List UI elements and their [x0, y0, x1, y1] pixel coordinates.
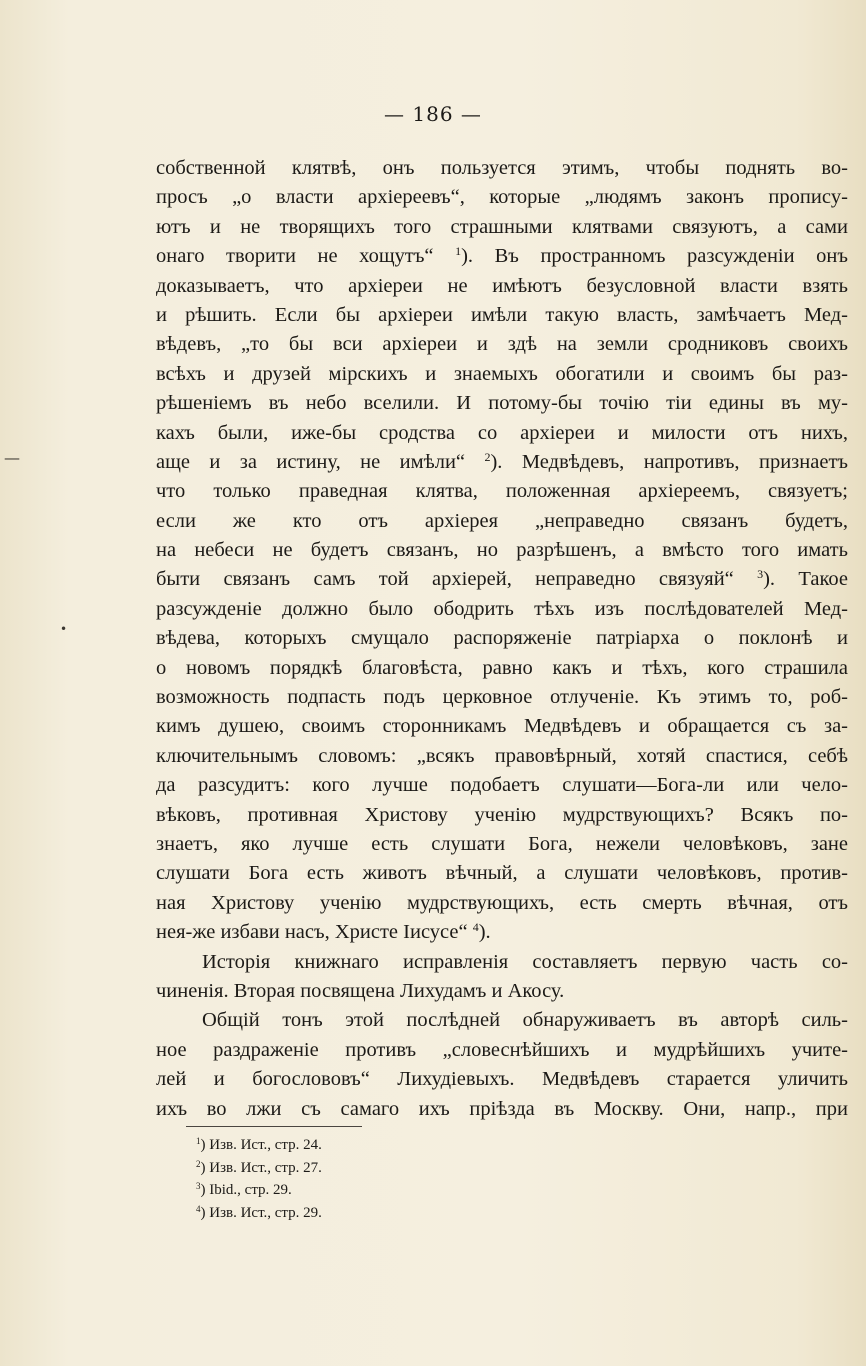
text-segment: доказываетъ, что архіереи не имѣютъ безусловной власти взять — [156, 274, 848, 297]
text-segment: ). Такое — [763, 568, 848, 591]
text-line — [156, 654, 848, 683]
text-segment: ). — [478, 921, 491, 944]
text-segment: Исторія книжнаго исправленія составляетъ первую часть со- — [202, 950, 848, 973]
text-segment: ная Христову ученію мудрствующихъ, есть смерть вѣчная, отъ — [156, 891, 848, 914]
text-segment: лей и богослововъ“ Лихудіевыхъ. Медвѣдевъ старается уличить — [156, 1068, 848, 1091]
text-line — [156, 330, 848, 359]
margin-dot: • — [60, 622, 68, 636]
text-line — [156, 213, 848, 242]
text-segment: вѣковъ, противная Христову ученію мудрствующихъ? Всякъ по- — [156, 803, 848, 826]
text-line — [156, 360, 848, 389]
footnote-number: 1 — [196, 1136, 201, 1146]
footnote — [196, 1179, 496, 1202]
body-text — [156, 154, 848, 1124]
text-segment: ихъ во лжи съ самаго ихъ пріѣзда въ Москву. Они, напр., при — [156, 1097, 848, 1120]
text-segment: что только праведная клятва, положенная архіереемъ, связуетъ; — [156, 480, 848, 503]
text-segment: разсужденіе должно было ободрить тѣхъ изъ послѣдователей Мед- — [156, 597, 848, 620]
text-line — [156, 419, 848, 448]
text-segment: на небеси не будетъ связанъ, но разрѣшенъ, а вмѣсто того имать — [156, 539, 848, 562]
footnote-number: 2 — [196, 1158, 201, 1169]
text-line — [156, 1065, 848, 1094]
text-line — [156, 565, 848, 594]
text-segment: ключительнымъ словомъ: „всякъ правовѣрный, хотяй спастися, себѣ — [156, 744, 848, 767]
text-line — [156, 477, 848, 506]
footnote — [196, 1134, 496, 1157]
text-line — [156, 859, 848, 888]
text-line — [156, 624, 848, 653]
text-segment: о новомъ порядкѣ благовѣста, равно какъ и тѣхъ, кого страшила — [156, 656, 848, 679]
text-line — [156, 889, 848, 918]
text-line — [156, 183, 848, 212]
text-segment: ютъ и не творящихъ того страшными клятвами связуютъ, а сами — [156, 215, 848, 238]
text-segment: нея-же избави насъ, Христе Іисусе“ — [156, 921, 473, 944]
footnote-ref: 4 — [472, 920, 479, 935]
text-segment: ). Медвѣдевъ, напротивъ, признаетъ — [490, 450, 848, 473]
text-segment: знаетъ, яко лучше есть слушати Бога, нежели человѣковъ, зане — [156, 832, 848, 855]
text-line — [156, 389, 848, 418]
text-segment: кимъ душею, своимъ сторонникамъ Медвѣдевъ и обращается съ за- — [156, 715, 848, 738]
text-segment: всѣхъ и друзей мірскихъ и знаемыхъ обогатили и своимъ бы раз- — [156, 362, 848, 385]
footnote-text: ) Изв. Ист., стр. 29. — [200, 1204, 322, 1221]
text-segment: вѣдевъ, „то бы вси архіереи и здѣ на земли сродниковъ своихъ — [156, 333, 848, 356]
text-segment: Общій тонъ этой послѣдней обнаруживаетъ въ авторѣ силь- — [202, 1009, 848, 1032]
text-segment: онаго творити не хощутъ“ — [156, 245, 456, 268]
text-line — [156, 301, 848, 330]
text-line — [156, 977, 848, 1006]
text-line — [156, 448, 848, 477]
text-segment: слушати Бога есть животъ вѣчный, а слушати человѣковъ, против- — [156, 862, 848, 885]
text-line — [156, 1095, 848, 1124]
text-segment: аще и за истину, не имѣли“ — [156, 450, 485, 473]
text-line — [156, 536, 848, 565]
footnote-text: ) Ibid., стр. 29. — [200, 1182, 292, 1198]
text-line — [156, 595, 848, 624]
footnote-ref: 1 — [455, 244, 462, 259]
text-segment: кахъ были, иже-бы сродства со архіереи и милости отъ нихъ, — [156, 421, 848, 444]
text-segment: возможность подпасть подъ церковное отлученіе. Къ этимъ то, роб- — [156, 686, 848, 709]
text-segment: чиненія. Вторая посвящена Лихудамъ и Акосу. — [156, 979, 565, 1002]
footnotes — [196, 1134, 496, 1224]
footnote-number: 3 — [196, 1181, 201, 1191]
text-line — [156, 771, 848, 800]
footnote-rule — [186, 1126, 362, 1127]
text-line — [156, 742, 848, 771]
page-number: — 186 — — [384, 102, 482, 126]
text-line — [156, 507, 848, 536]
footnote-ref: 2 — [484, 449, 491, 464]
text-segment: да разсудитъ: кого лучше подобаетъ слушати—Бога-ли или чело- — [156, 774, 848, 797]
footnote-ref: 3 — [757, 567, 764, 582]
text-line — [156, 1006, 848, 1035]
text-segment: просъ „о власти архіереевъ“, которые „людямъ законъ прописy- — [156, 186, 848, 209]
text-line — [156, 948, 848, 977]
text-line — [156, 830, 848, 859]
margin-mark: — — [4, 448, 20, 467]
text-line — [156, 918, 848, 947]
text-segment: вѣдева, которыхъ смущало распоряженіе патріарха о поклонѣ и — [156, 627, 848, 650]
footnote-text: ) Изв. Ист., стр. 24. — [200, 1137, 322, 1153]
footnote-number: 4 — [196, 1203, 201, 1214]
text-segment: если же кто отъ архіерея „неправедно связанъ будетъ, — [156, 509, 848, 532]
text-line — [156, 683, 848, 712]
footnote — [196, 1157, 496, 1180]
text-line — [156, 272, 848, 301]
text-segment: ное раздраженіе противъ „словеснѣйшихъ и мудрѣйшихъ учите- — [156, 1038, 848, 1061]
text-segment: рѣшеніемъ въ небо вселили. И потому-бы точію тіи едины въ му- — [156, 392, 848, 415]
text-line — [156, 801, 848, 830]
text-segment: ). Въ пространномъ разсужденіи онъ — [461, 245, 848, 268]
text-segment: собственной клятвѣ, онъ пользуется этимъ, чтобы поднять во- — [156, 157, 848, 179]
text-line — [156, 242, 848, 271]
text-line — [156, 154, 848, 183]
footnote-text: ) Изв. Ист., стр. 27. — [200, 1159, 322, 1176]
text-line — [156, 1036, 848, 1065]
text-segment: быти связанъ самъ той архіерей, неправедно связуяй“ — [156, 568, 758, 591]
text-segment: и рѣшить. Если бы архіереи имѣли такую власть, замѣчаетъ Мед- — [156, 303, 848, 326]
text-line — [156, 712, 848, 741]
footnote — [196, 1202, 496, 1225]
